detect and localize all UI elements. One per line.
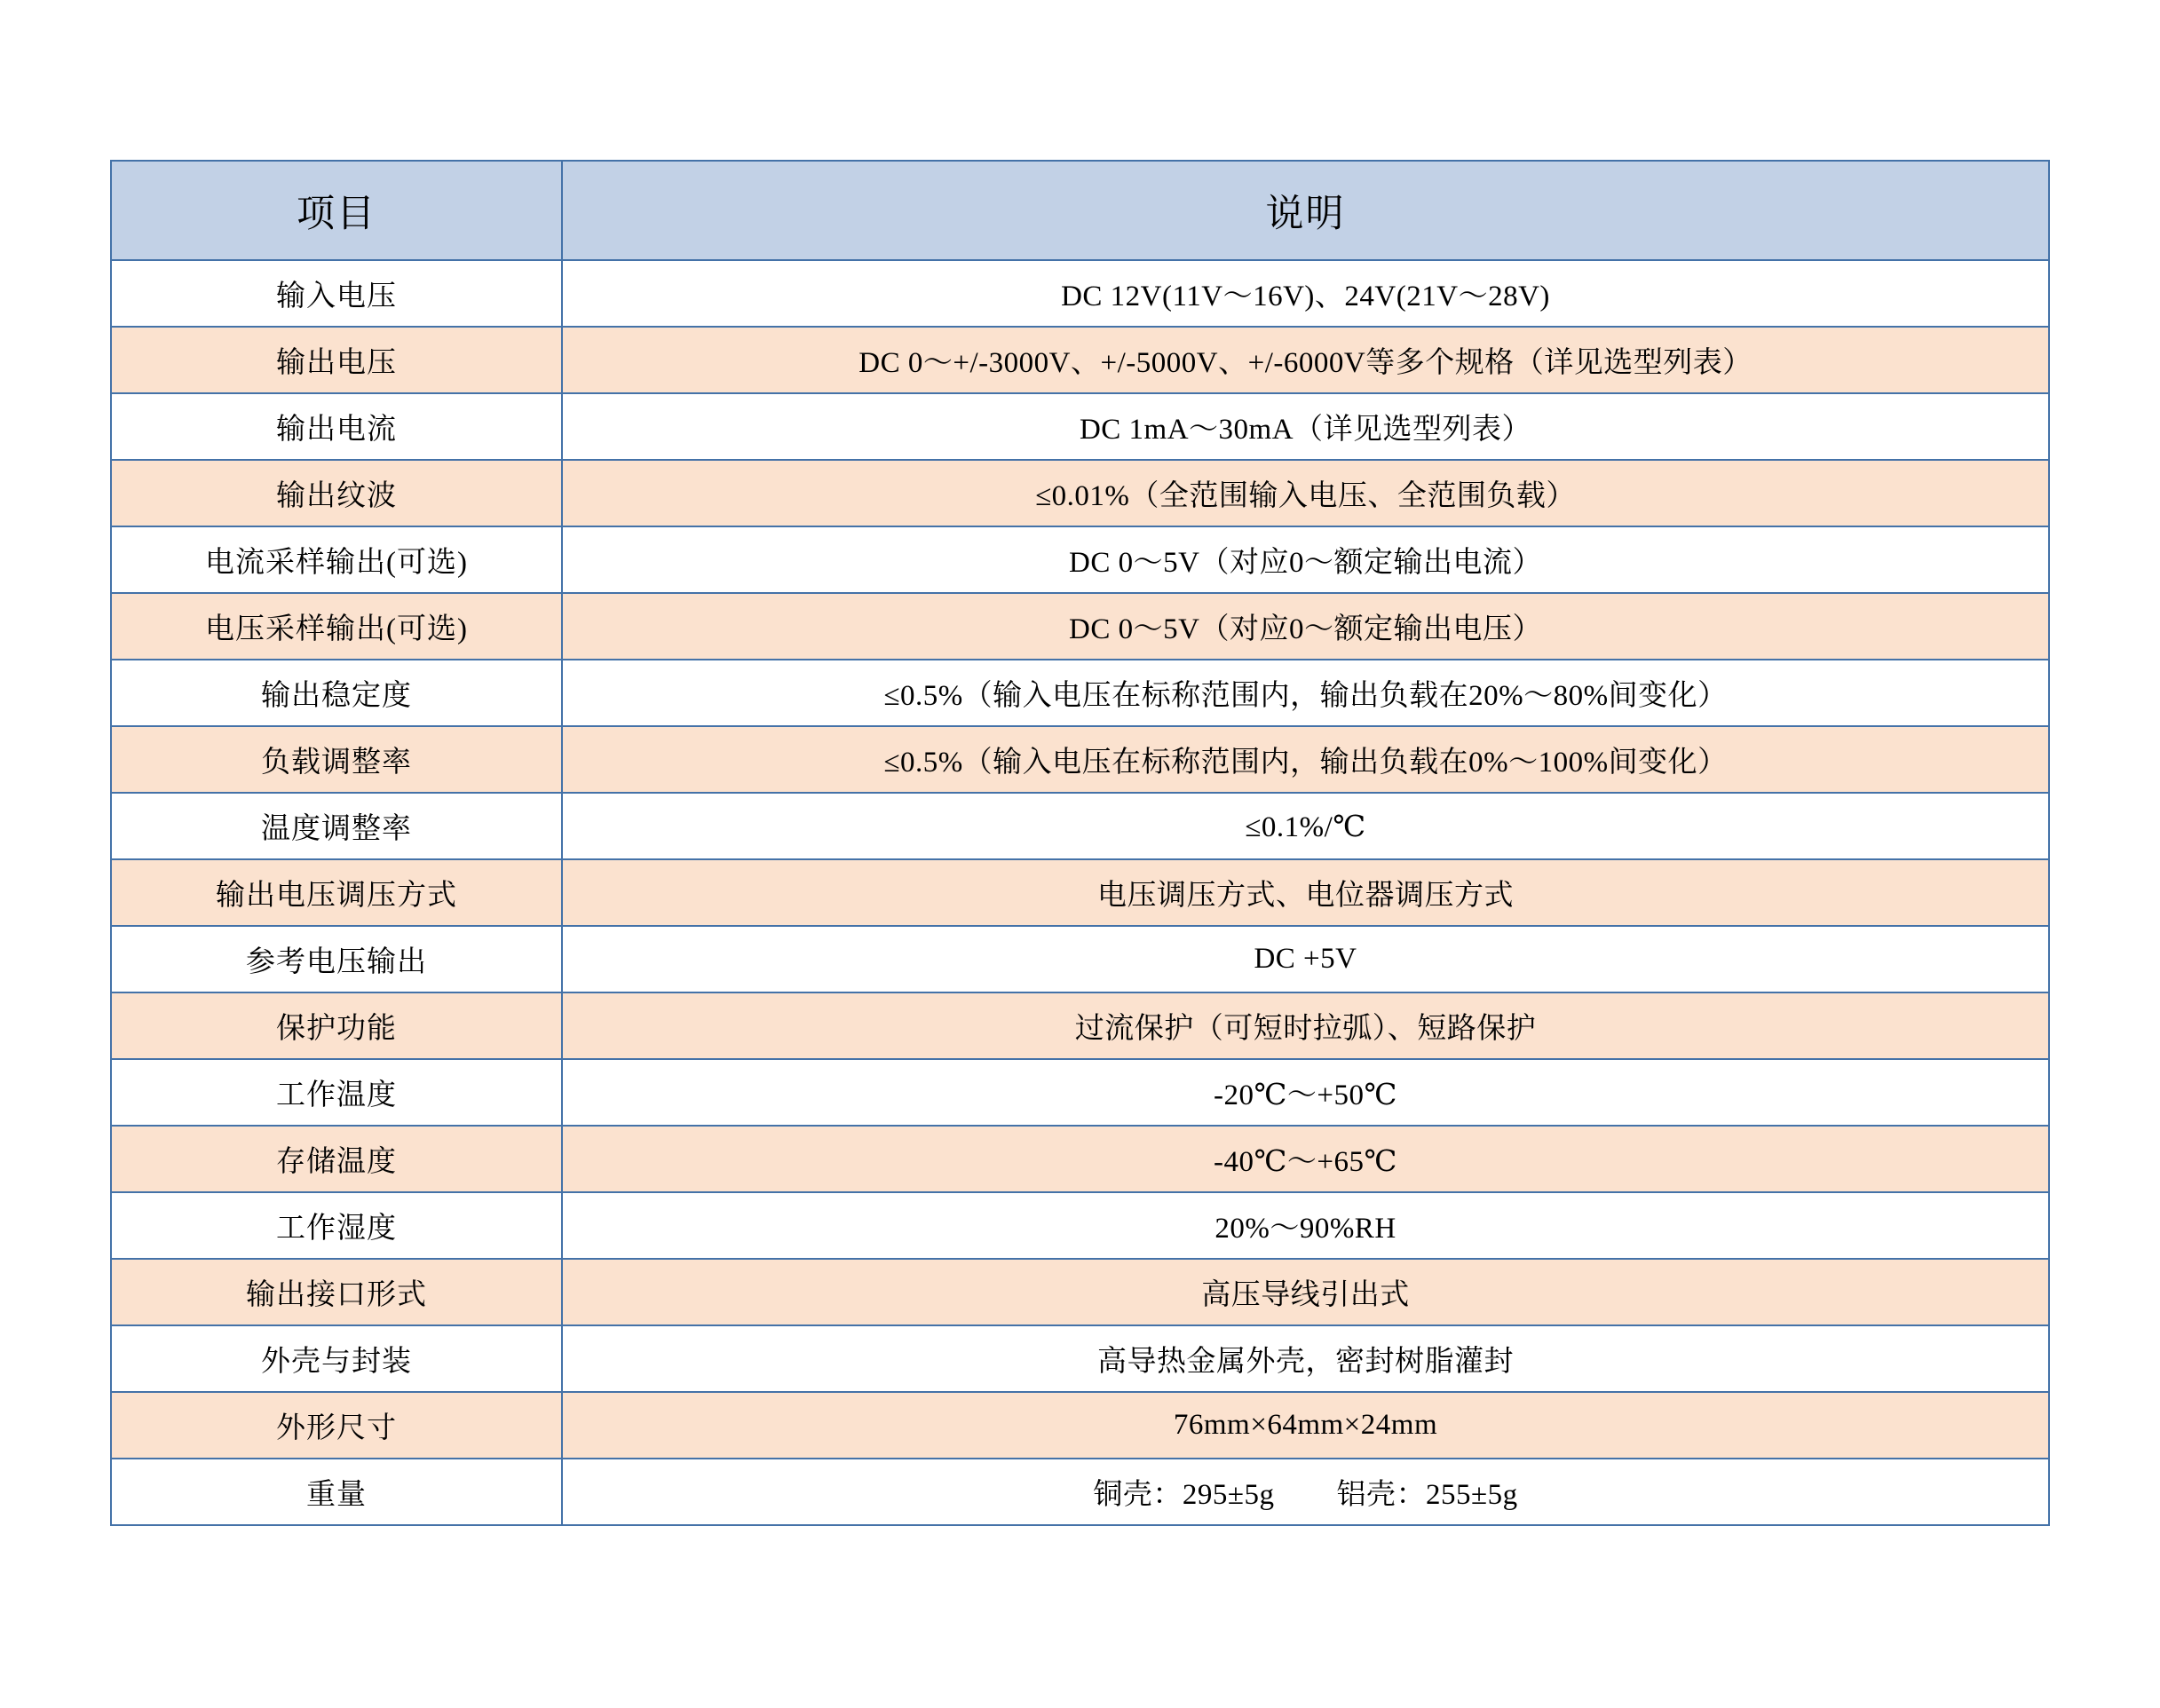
row-item: 保护功能 xyxy=(111,992,562,1059)
table-row xyxy=(111,926,2049,992)
row-item: 工作温度 xyxy=(111,1059,562,1126)
row-description: 过流保护（可短时拉弧）、短路保护 xyxy=(562,992,2049,1059)
row-item: 重量 xyxy=(111,1459,562,1525)
table-row xyxy=(111,1259,2049,1325)
row-description: DC +5V xyxy=(562,926,2049,992)
row-item: 输出接口形式 xyxy=(111,1259,562,1325)
table-row xyxy=(111,260,2049,327)
row-item: 输入电压 xyxy=(111,260,562,327)
row-description: ≤0.1%/℃ xyxy=(562,793,2049,859)
row-description: 高压导线引出式 xyxy=(562,1259,2049,1325)
row-description: DC 1mA～30mA（详见选型列表） xyxy=(562,393,2049,460)
row-description: DC 0～5V（对应0～额定输出电流） xyxy=(562,526,2049,593)
table-row xyxy=(111,526,2049,593)
row-item: 外壳与封装 xyxy=(111,1325,562,1392)
column-header-item: 项目 xyxy=(111,161,562,260)
row-item: 输出电压 xyxy=(111,327,562,393)
table-row xyxy=(111,726,2049,793)
table-row xyxy=(111,660,2049,726)
table-body xyxy=(111,260,2049,1525)
row-description: 20%～90%RH xyxy=(562,1192,2049,1259)
row-description: DC 0～+/-3000V、+/-5000V、+/-6000V等多个规格（详见选型列表） xyxy=(562,327,2049,393)
table-row xyxy=(111,460,2049,526)
table-row xyxy=(111,992,2049,1059)
specification-table xyxy=(110,160,2050,1526)
row-item: 外形尺寸 xyxy=(111,1392,562,1459)
row-item: 输出纹波 xyxy=(111,460,562,526)
row-description xyxy=(562,1459,2049,1525)
row-description: -40℃～+65℃ xyxy=(562,1126,2049,1192)
row-item: 负载调整率 xyxy=(111,726,562,793)
row-description: DC 12V(11V～16V)、24V(21V～28V) xyxy=(562,260,2049,327)
row-description: ≤0.5%（输入电压在标称范围内，输出负载在20%～80%间变化） xyxy=(562,660,2049,726)
table-row xyxy=(111,1392,2049,1459)
table-row xyxy=(111,793,2049,859)
table-row xyxy=(111,1059,2049,1126)
row-item: 工作湿度 xyxy=(111,1192,562,1259)
row-description: ≤0.01%（全范围输入电压、全范围负载） xyxy=(562,460,2049,526)
row-item: 温度调整率 xyxy=(111,793,562,859)
table-header xyxy=(111,161,2049,260)
table-row xyxy=(111,327,2049,393)
row-item: 电流采样输出(可选) xyxy=(111,526,562,593)
table-row xyxy=(111,859,2049,926)
row-description: -20℃～+50℃ xyxy=(562,1059,2049,1126)
row-description: DC 0～5V（对应0～额定输出电压） xyxy=(562,593,2049,660)
row-item: 存储温度 xyxy=(111,1126,562,1192)
row-item: 参考电压输出 xyxy=(111,926,562,992)
row-description: 76mm×64mm×24mm xyxy=(562,1392,2049,1459)
row-description: 电压调压方式、电位器调压方式 xyxy=(562,859,2049,926)
column-header-description: 说明 xyxy=(562,161,2049,260)
row-description-text: 铜壳：295±5g 铝壳：255±5g xyxy=(1093,1479,1518,1511)
table-row xyxy=(111,1459,2049,1525)
row-item: 输出电压调压方式 xyxy=(111,859,562,926)
row-item: 输出稳定度 xyxy=(111,660,562,726)
table-header-row xyxy=(111,161,2049,260)
table-row xyxy=(111,393,2049,460)
table-row xyxy=(111,1325,2049,1392)
table-row xyxy=(111,1126,2049,1192)
row-item: 输出电流 xyxy=(111,393,562,460)
table-row xyxy=(111,593,2049,660)
row-description: ≤0.5%（输入电压在标称范围内，输出负载在0%～100%间变化） xyxy=(562,726,2049,793)
row-item: 电压采样输出(可选) xyxy=(111,593,562,660)
table-row xyxy=(111,1192,2049,1259)
row-description: 高导热金属外壳，密封树脂灌封 xyxy=(562,1325,2049,1392)
